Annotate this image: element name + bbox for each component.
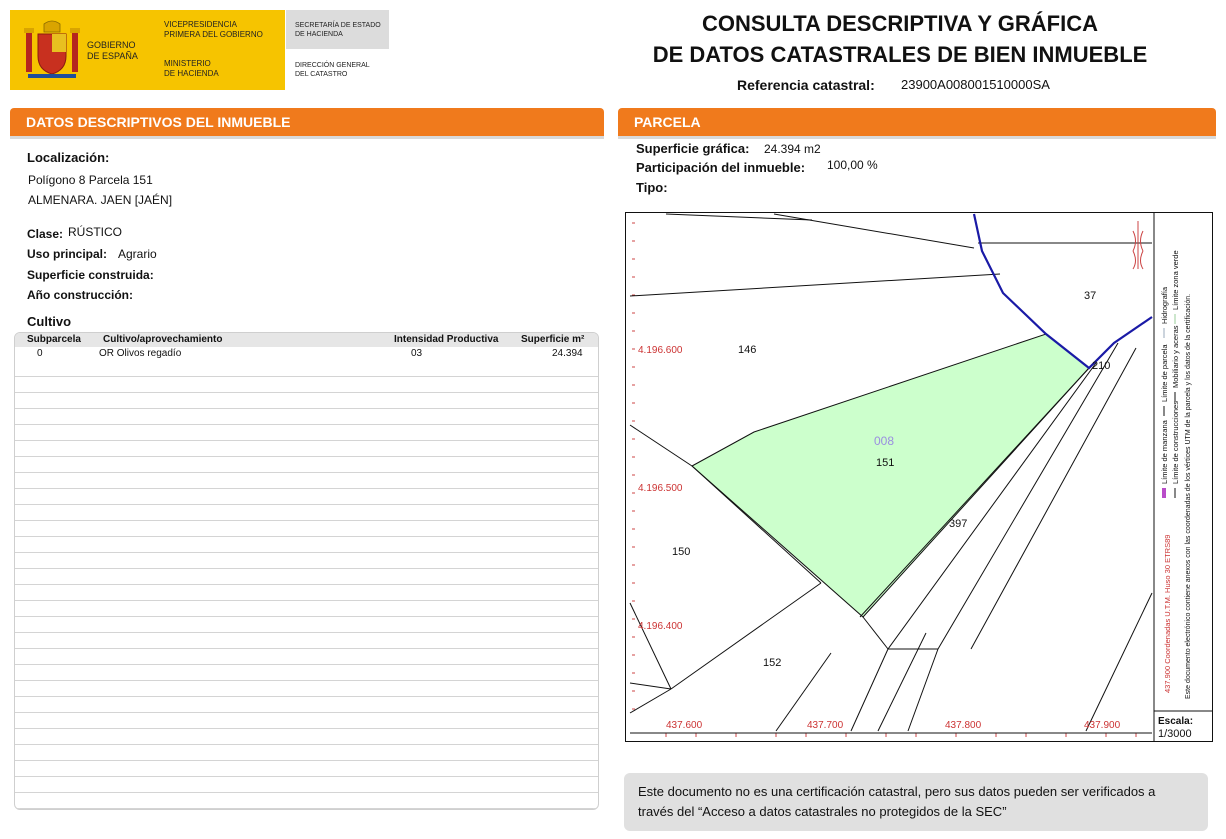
- localizacion-line2: ALMENARA. JAEN [JAÉN]: [28, 193, 173, 207]
- localizacion-line1: Polígono 8 Parcela 151: [28, 173, 153, 187]
- section-parcela: PARCELA: [618, 108, 1216, 136]
- superficie-grafica-label: Superficie gráfica:: [636, 141, 750, 156]
- superficie-construida-label: Superficie construida:: [27, 268, 154, 282]
- parcel-label: 37: [1084, 290, 1097, 302]
- parcel-label: 152: [763, 657, 782, 669]
- map-legend: [1160, 250, 1192, 699]
- x-coord-label: 437.800: [945, 720, 982, 731]
- participacion-value: 100,00 %: [827, 158, 878, 172]
- table-empty-rows: [15, 361, 598, 810]
- col-superficie: Superficie m²: [521, 334, 585, 345]
- river-line: [974, 214, 1152, 368]
- gobierno-text: GOBIERNO DE ESPAÑA: [87, 40, 138, 61]
- cultivo-title: Cultivo: [27, 314, 72, 329]
- legend-parcela: Límite de parcela: [1160, 344, 1169, 402]
- legend-mobiliario: Mobiliario y aceras: [1171, 325, 1180, 388]
- parcel-151-area: [692, 334, 1089, 617]
- parcel-label: 397: [949, 518, 968, 530]
- ministerio-block: VICEPRESIDENCIA PRIMERA DEL GOBIERNO MINISTERIO DE HACIENDA: [155, 10, 285, 90]
- legend-manzana: Límite de manzana: [1160, 420, 1169, 484]
- disclaimer-notice: Este documento no es una certificación catastral, pero sus datos pueden ser verificados a través del “Acceso a datos catastrales no protegidos de la SEC”: [624, 773, 1208, 831]
- legend-anexos: Este documento electrónico contiene anexos con las coordenadas de los vértices UTM de la parcela y los datos de la certificación.: [1185, 293, 1192, 699]
- poligono-label: 008: [874, 434, 895, 448]
- anio-construccion-label: Año construcción:: [27, 288, 134, 302]
- localizacion-label: Localización:: [27, 150, 110, 165]
- referencia-catastral: Referencia catastral: 23900A008001510000SA: [737, 77, 1050, 93]
- cadastral-map: [625, 212, 1213, 742]
- secretaria-block: SECRETARÍA DE ESTADO DE HACIENDA: [286, 10, 389, 49]
- cell-cultivo: OR Olivos regadío: [99, 348, 182, 359]
- clase-value: RÚSTICO: [68, 225, 122, 239]
- scale-value: 1/3000: [1158, 728, 1192, 740]
- parcel-label: 210: [1092, 360, 1111, 372]
- map-svg: [626, 213, 1212, 741]
- direccion-block: DIRECCIÓN GENERAL DEL CATASTRO: [295, 62, 370, 78]
- cell-intensidad: 03: [411, 348, 423, 359]
- uso-value: Agrario: [118, 247, 157, 261]
- legend-coordenadas: 437.900 Coordenadas U.T.M. Huso 30 ETRS89: [1163, 534, 1172, 693]
- col-cultivo: Cultivo/aprovechamiento: [103, 334, 223, 345]
- parcel-label: 150: [672, 546, 691, 558]
- col-intensidad: Intensidad Productiva: [394, 334, 499, 345]
- x-coord-label: 437.900: [1084, 720, 1121, 731]
- coat-of-arms-icon: [20, 18, 84, 82]
- cell-superficie: 24.394: [552, 348, 583, 359]
- cell-subparcela: 0: [37, 348, 43, 359]
- y-coord-label: 4.196.400: [638, 621, 683, 632]
- clase-label: Clase:: [27, 227, 64, 241]
- uso-label: Uso principal:: [27, 247, 108, 261]
- participacion-label: Participación del inmueble:: [636, 160, 806, 175]
- col-subparcela: Subparcela: [27, 334, 81, 345]
- legend-zona-verde: Límite zona verde: [1171, 250, 1180, 310]
- x-coord-label: 437.600: [666, 720, 703, 731]
- cultivo-table-header: [15, 333, 598, 347]
- legend-construcciones: Límite de construcciones: [1171, 401, 1180, 484]
- superficie-grafica-value: 24.394 m2: [764, 142, 821, 156]
- tipo-label: Tipo:: [636, 180, 668, 195]
- section-datos-descriptivos: DATOS DESCRIPTIVOS DEL INMUEBLE: [10, 108, 604, 136]
- parcel-label: 151: [876, 457, 895, 469]
- table-row: [15, 347, 598, 362]
- referencia-value: 23900A008001510000SA: [901, 77, 1050, 92]
- x-coord-label: 437.700: [807, 720, 844, 731]
- document-title: CONSULTA DESCRIPTIVA Y GRÁFICA DE DATOS CATASTRALES DE BIEN INMUEBLE: [652, 11, 1148, 67]
- parcel-label: 146: [738, 344, 757, 356]
- north-arrow-icon: [1133, 221, 1143, 269]
- legend-hidrografia: Hidrografía: [1160, 286, 1169, 324]
- scale-label: Escala:: [1158, 716, 1194, 727]
- cultivo-table: [14, 332, 599, 810]
- y-coord-label: 4.196.600: [638, 345, 683, 356]
- y-coord-label: 4.196.500: [638, 483, 683, 494]
